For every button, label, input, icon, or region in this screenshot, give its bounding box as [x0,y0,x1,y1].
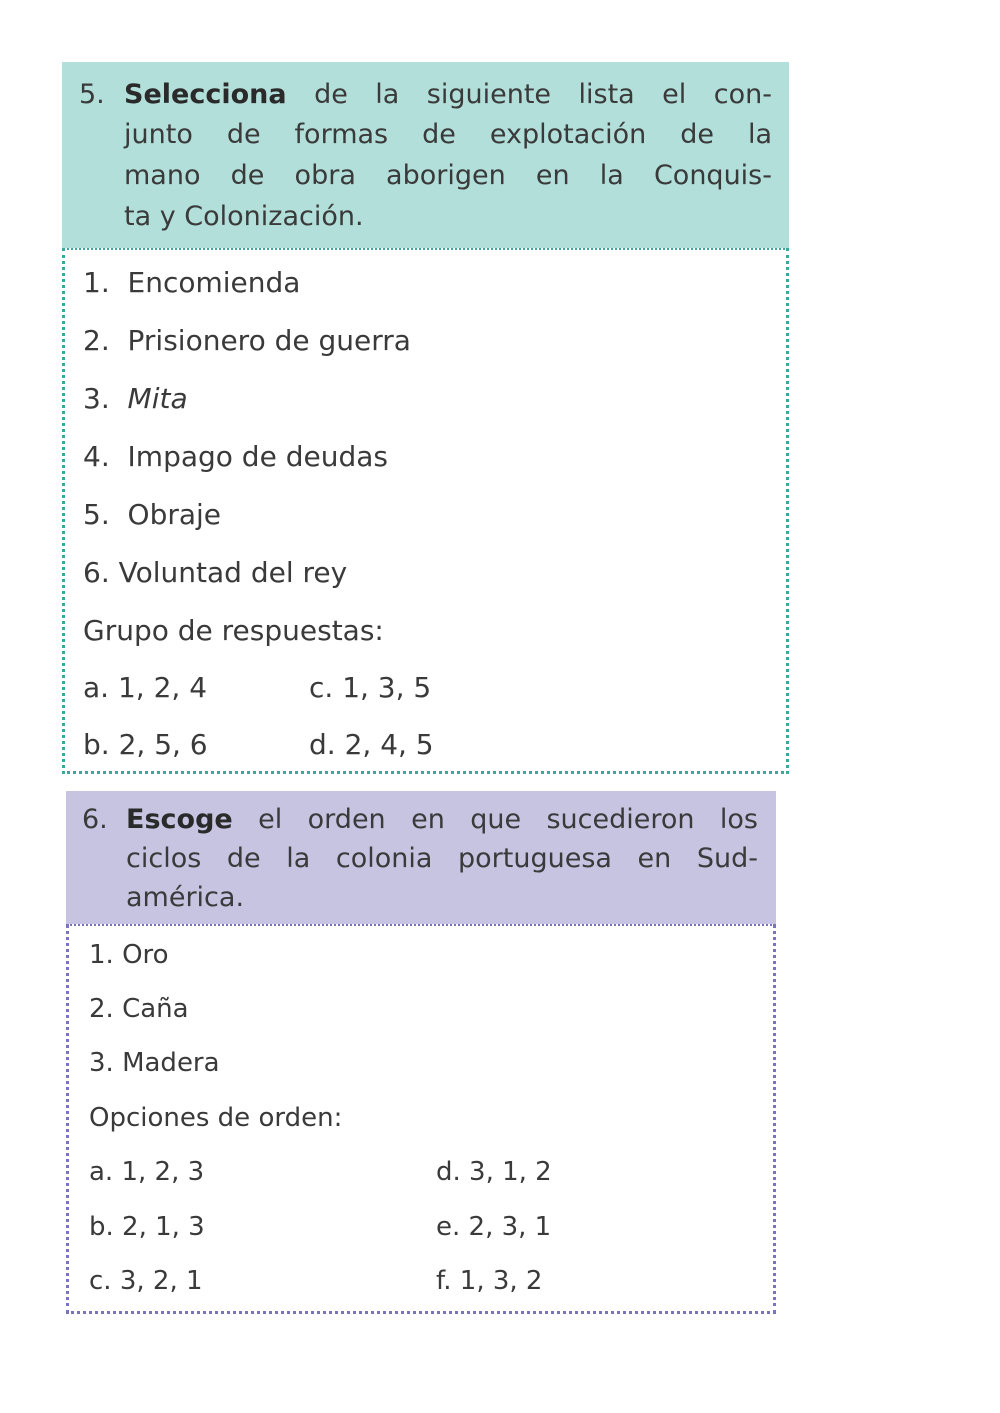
question-5-line-4: ta y Colonización. [124,201,364,232]
answer-option-a[interactable]: a. 1, 2, 3 [89,1157,205,1187]
question-5-number: 5. [79,79,105,110]
answer-option-b[interactable]: b. 2, 5, 6 [83,728,208,761]
list-item: 1. Encomienda [83,266,301,299]
list-item: 5. Obraje [83,498,222,531]
answer-option-a[interactable]: a. 1, 2, 4 [83,671,208,704]
answer-option-b[interactable]: b. 2, 1, 3 [89,1212,205,1242]
question-6-verb: Escoge [126,804,233,835]
question-5-options-box [62,248,789,774]
question-5-line-1: Selecciona de la siguiente lista el con- [124,79,772,110]
answer-option-e[interactable]: e. 2, 3, 1 [436,1212,552,1242]
answer-option-c[interactable]: c. 1, 3, 5 [309,671,432,704]
question-5-prompt [62,62,789,248]
question-5-line-2: junto de formas de explotación de la [124,119,772,150]
question-5-line-3: mano de obra aborigen en la Conquis- [124,160,772,191]
question-5-verb: Selecciona [124,79,287,110]
list-item: 3. Mita [83,382,188,415]
answers-label: Grupo de respuestas: [83,614,384,647]
answers-label: Opciones de orden: [89,1103,343,1133]
question-6-options-box [66,924,776,1314]
answer-option-d[interactable]: d. 3, 1, 2 [436,1157,552,1187]
list-item: 4. Impago de deudas [83,440,388,473]
question-6-number: 6. [82,804,108,835]
list-item: 3. Madera [89,1048,220,1078]
question-6-line-1: Escoge el orden en que sucedieron los [126,804,758,835]
answer-option-d[interactable]: d. 2, 4, 5 [309,728,434,761]
question-6-prompt [66,791,776,924]
question-6-line-2: ciclos de la colonia portuguesa en Sud- [126,843,758,874]
list-item: 2. Prisionero de guerra [83,324,411,357]
list-item: 1. Oro [89,940,169,970]
list-item: 6. Voluntad del rey [83,556,348,589]
question-6-line-3: américa. [126,882,245,913]
answer-option-c[interactable]: c. 3, 2, 1 [89,1266,203,1296]
answer-option-f[interactable]: f. 1, 3, 2 [436,1266,543,1296]
list-item: 2. Caña [89,994,189,1024]
